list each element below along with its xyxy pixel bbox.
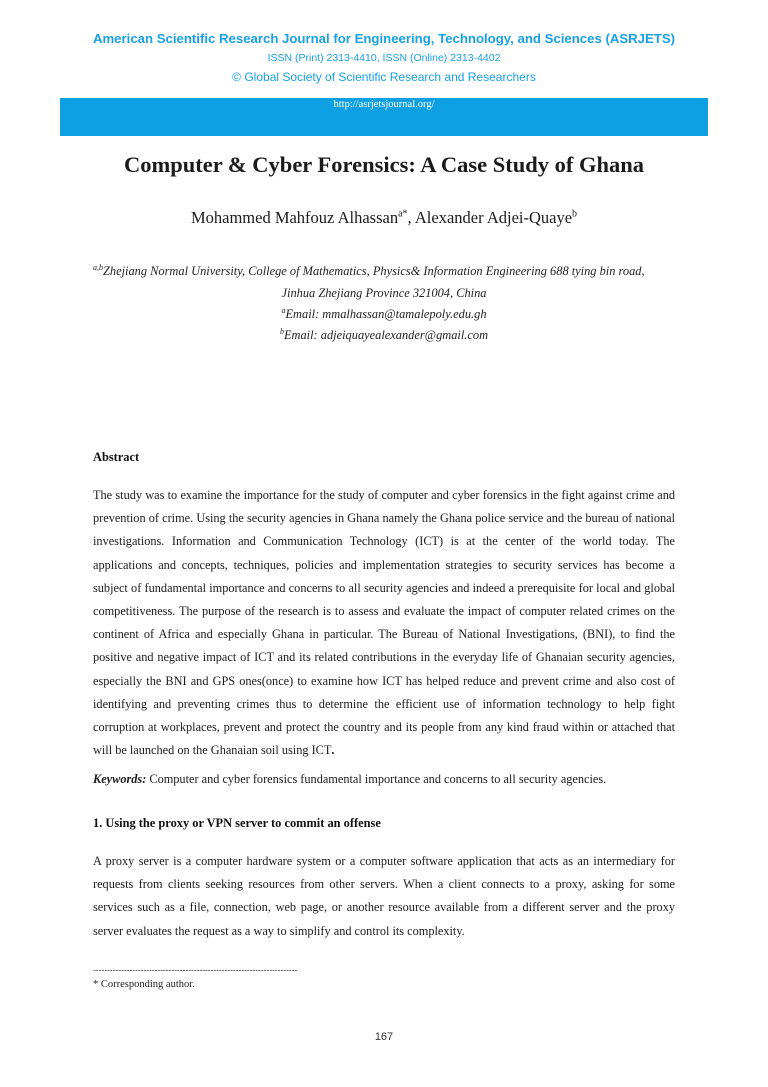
section-1-text: A proxy server is a computer hardware system or a computer software application that acts as an intermediary for requests from clients seeking resources from other servers. When a client connects to a proxy, asking for some services such as a file, connection, web page, or another resource available from a different server and the proxy server evaluates the request as a way to simplify and control its complexity. xyxy=(93,854,675,938)
journal-title: American Scientific Research Journal for Engineering, Technology, and Sciences (ASRJETS) xyxy=(92,31,676,46)
author-1: Mohammed Mahfouz Alhassan xyxy=(190,208,399,227)
journal-banner xyxy=(60,26,708,136)
copyright-line: © Global Society of Scientific Research and Researchers xyxy=(232,70,536,84)
author-1-sup: a* xyxy=(398,208,408,220)
page-number: 167 xyxy=(374,1031,394,1043)
keywords-line xyxy=(93,772,606,787)
keywords-text: Computer and cyber forensics fundamental importance and concerns to all security agencies. xyxy=(146,772,607,786)
journal-url-link[interactable]: http://asrjetsjournal.org/ xyxy=(333,99,435,110)
author-2-sup: b xyxy=(572,208,578,220)
email-1-line xyxy=(0,306,768,322)
section-1-heading: 1. Using the proxy or VPN server to commit an offense xyxy=(93,816,381,830)
author-2: Alexander Adjei-Quaye xyxy=(414,208,573,227)
paper-title: Computer & Cyber Forensics: A Case Study of Ghana xyxy=(123,152,645,177)
footnote-text: * Corresponding author. xyxy=(93,979,195,990)
abstract-body: The study was to examine the importance for the study of computer and cyber forensics in the fight against crime and prevention of crime. Using the security agencies in Ghana namely the Ghana police service and the bureau of national investigations. Information and Communication Technology (ICT) is at the center of the world today. The applications and concepts, techniques, policies and implementation strategies to security services has become a subject of fundamental importance and concerns to all security agencies and indeed a prerequisite for local and global competitiveness. The purpose of the research is to assess and evaluate the impact of computer related crimes on the continent of Africa and especially Ghana in particular. The Bureau of National Investigations, (BNI), to find the positive and negative impact of ICT and its related contributions in the everyday life of Ghanaian security agencies, especially the BNI and GPS ones(once) to examine how ICT has helped reduce and prevent crime and also cost of identifying and preventing crimes thus to determine the efficient use of information technology to help fight corruption at workplaces, prevent and protect the country and its people from any kind fraud within or attached that will be launched on the Ghanaian soil using ICT xyxy=(93,488,675,758)
email-1[interactable]: Email: mmalhassan@tamalepoly.edu.gh xyxy=(285,307,487,322)
banner-bottom xyxy=(60,98,708,136)
affiliation-text: Zhejiang Normal University, College of Mathematics, Physics& Information Engineering 688 tying bin road, xyxy=(103,264,645,279)
keywords-label: Keywords: xyxy=(93,772,147,786)
email-2[interactable]: Email: adjeiquayealexander@gmail.com xyxy=(283,328,489,343)
footnote-rule: ------------------------------------------------------------------------- xyxy=(93,965,298,975)
email-1-sup: a xyxy=(281,306,286,315)
author-line xyxy=(0,208,768,228)
affiliation-line-2: Jinhua Zhejiang Province 321004, China xyxy=(281,286,487,300)
author-separator: , xyxy=(407,208,415,227)
abstract-final-period: . xyxy=(331,743,335,758)
affiliation-sup: a,b xyxy=(93,263,103,272)
email-2-line xyxy=(0,327,768,343)
email-2-sup: b xyxy=(279,327,284,336)
abstract-heading: Abstract xyxy=(93,450,140,464)
issn-line: ISSN (Print) 2313-4410, ISSN (Online) 2313-4402 xyxy=(267,52,501,64)
abstract-text xyxy=(93,484,675,762)
affiliation-line-1 xyxy=(93,263,713,279)
banner-top xyxy=(60,26,708,98)
